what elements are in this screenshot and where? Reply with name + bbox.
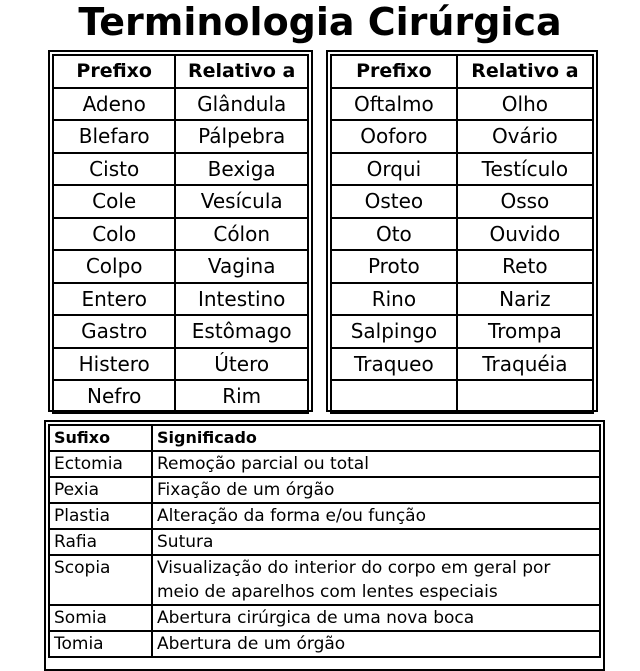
cell-relative: Nariz [457,283,593,316]
cell-relative: Bexiga [175,153,308,186]
column-header-suffix: Sufixo [49,425,152,451]
table-row [53,250,308,283]
table-row [331,315,593,348]
cell-meaning: Fixação de um órgão [152,477,600,503]
table-row [49,529,600,555]
prefix-table-left [52,54,309,414]
cell-suffix: Pexia [49,477,152,503]
cell-relative: Osso [457,185,593,218]
cell-prefix: Colo [53,218,175,251]
table-row [331,88,593,121]
table-row [53,348,308,381]
cell-prefix: Cole [53,185,175,218]
cell-relative: Pálpebra [175,120,308,153]
cell-prefix: Cisto [53,153,175,186]
cell-relative: Intestino [175,283,308,316]
cell-meaning: Abertura de um órgão [152,631,600,657]
table-row [331,218,593,251]
prefix-table-right [330,54,594,414]
cell-relative [457,380,593,413]
cell-prefix: Entero [53,283,175,316]
table-row [331,283,593,316]
cell-prefix: Colpo [53,250,175,283]
table-header-row [331,55,593,88]
table-row [49,477,600,503]
cell-relative: Cólon [175,218,308,251]
cell-relative: Olho [457,88,593,121]
cell-prefix: Rino [331,283,457,316]
cell-prefix: Oftalmo [331,88,457,121]
table-row [331,153,593,186]
cell-prefix: Histero [53,348,175,381]
page-title: Terminologia Cirúrgica [78,0,562,44]
cell-suffix: Rafia [49,529,152,555]
cell-prefix: Gastro [53,315,175,348]
cell-prefix: Osteo [331,185,457,218]
cell-relative: Reto [457,250,593,283]
column-header-relative: Relativo a [175,55,308,88]
cell-meaning: Abertura cirúrgica de uma nova boca [152,605,600,631]
cell-prefix: Orqui [331,153,457,186]
column-header-relative: Relativo a [457,55,593,88]
cell-meaning: Alteração da forma e/ou função [152,503,600,529]
cell-relative: Glândula [175,88,308,121]
column-header-prefix: Prefixo [331,55,457,88]
cell-relative: Ouvido [457,218,593,251]
table-row [49,555,600,605]
cell-meaning: Sutura [152,529,600,555]
table-row [49,451,600,477]
cell-relative: Rim [175,380,308,413]
table-row [53,218,308,251]
cell-suffix: Somia [49,605,152,631]
cell-suffix: Scopia [49,555,152,605]
cell-prefix: Blefaro [53,120,175,153]
table-row [331,185,593,218]
column-header-meaning: Significado [152,425,600,451]
table-row [49,503,600,529]
cell-suffix: Tomia [49,631,152,657]
table-row [49,605,600,631]
table-row [331,380,593,413]
table-row [49,631,600,657]
cell-relative: Ovário [457,120,593,153]
table-row [53,185,308,218]
cell-prefix: Oto [331,218,457,251]
cell-prefix: Ooforo [331,120,457,153]
table-row [53,120,308,153]
cell-prefix: Traqueo [331,348,457,381]
cell-prefix: Nefro [53,380,175,413]
cell-relative: Útero [175,348,308,381]
cell-suffix: Plastia [49,503,152,529]
cell-relative: Trompa [457,315,593,348]
table-row [53,153,308,186]
cell-suffix: Ectomia [49,451,152,477]
cell-meaning: Visualização do interior do corpo em geral por meio de aparelhos com lentes especiais [152,555,600,605]
cell-prefix: Proto [331,250,457,283]
cell-relative: Vagina [175,250,308,283]
table-header-row [49,425,600,451]
table-row [53,283,308,316]
cell-relative: Vesícula [175,185,308,218]
table-row [331,250,593,283]
cell-prefix [331,380,457,413]
suffix-table [48,424,601,658]
table-row [53,380,308,413]
cell-prefix: Adeno [53,88,175,121]
cell-relative: Traquéia [457,348,593,381]
table-row [331,120,593,153]
table-row [53,88,308,121]
table-header-row [53,55,308,88]
table-row [53,315,308,348]
table-row [331,348,593,381]
cell-meaning: Remoção parcial ou total [152,451,600,477]
column-header-prefix: Prefixo [53,55,175,88]
cell-prefix: Salpingo [331,315,457,348]
cell-relative: Estômago [175,315,308,348]
cell-relative: Testículo [457,153,593,186]
